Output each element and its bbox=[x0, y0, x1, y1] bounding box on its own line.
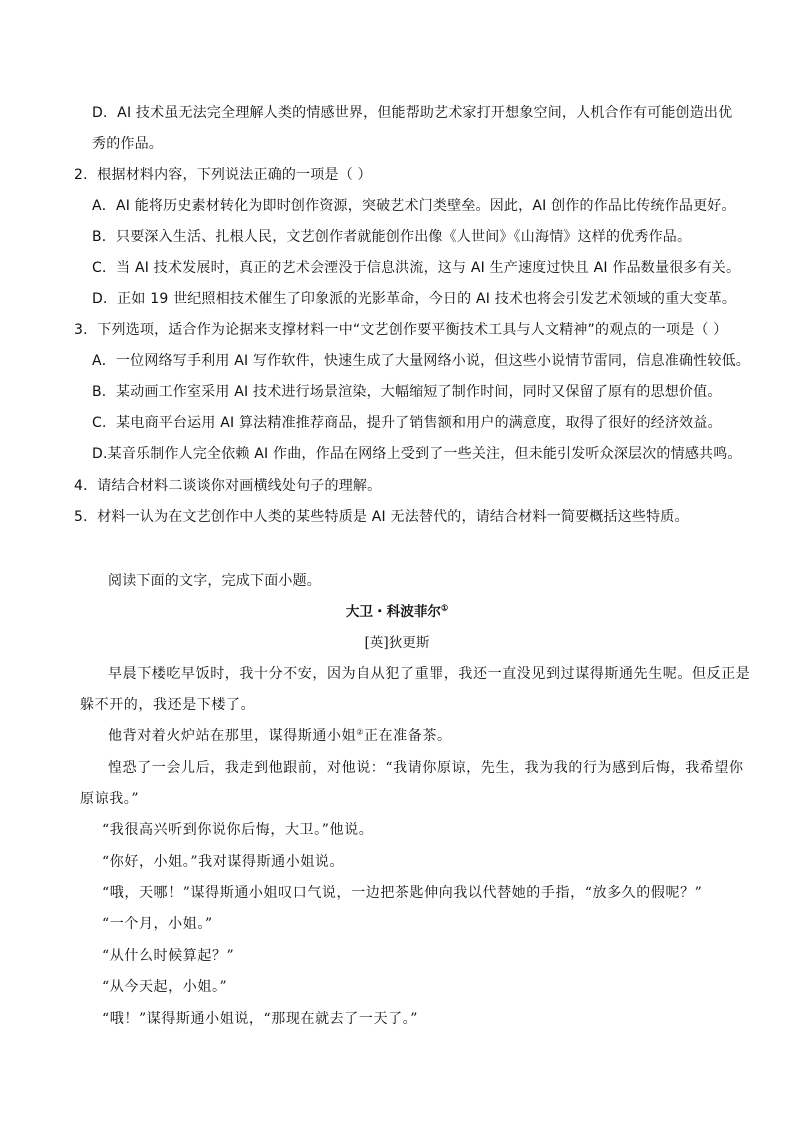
story-paragraph-1-line1: 早晨下楼吃早饭时，我十分不安，因为自从犯了重罪，我还一直没见到过谋得斯通先生呢。但反正是 bbox=[108, 666, 751, 682]
q2-stem: 2．根据材料内容，下列说法正确的一项是（ ） bbox=[74, 167, 372, 183]
q1-option-d-line2: 秀的作品。 bbox=[92, 136, 163, 152]
story-paragraph-4: “我很高兴听到你说你后悔，大卫。”他说。 bbox=[102, 822, 374, 838]
story-paragraph-2-text-b: 正在准备茶。 bbox=[363, 728, 452, 744]
story-paragraph-2 bbox=[108, 726, 452, 746]
story-paragraph-3-line2: 原谅我。” bbox=[80, 791, 140, 807]
q3-option-a: A．一位网络写手利用 AI 写作软件，快速生成了大量网络小说，但这些小说情节雷同，信息准确性较低。 bbox=[92, 353, 750, 369]
story-paragraph-1-line2: 躲不开的，我还是下楼了。 bbox=[80, 697, 256, 713]
story-paragraph-9: “从今天起，小姐。” bbox=[102, 979, 228, 995]
story-author: [英]狄更斯 bbox=[364, 635, 430, 651]
reading-instruction: 阅读下面的文字，完成下面小题。 bbox=[108, 573, 321, 589]
q4-stem: 4．请结合材料二谈谈你对画横线处句子的理解。 bbox=[74, 478, 382, 494]
q3-option-c: C．某电商平台运用 AI 算法精准推荐商品，提升了销售额和用户的满意度，取得了很好的经济效益。 bbox=[92, 415, 722, 431]
story-title-text: 大卫・科波菲尔 bbox=[345, 604, 442, 620]
q5-stem: 5．材料一认为在文艺创作中人类的某些特质是 AI 无法替代的，请结合材料一简要概括这些特质。 bbox=[74, 509, 689, 525]
q3-option-b: B．某动画工作室采用 AI 技术进行场景渲染，大幅缩短了制作时间，同时又保留了原有的思想价值。 bbox=[92, 384, 722, 400]
q3-option-d: D.某音乐制作人完全依赖 AI 作曲，作品在网络上受到了一些关注，但未能引发听众深层次的情感共鸣。 bbox=[92, 446, 742, 462]
q2-option-b: B．只要深入生活、扎根人民，文艺创作者就能创作出像《人世间》《山海情》这样的优秀作品。 bbox=[92, 229, 692, 245]
story-paragraph-10: “哦！”谋得斯通小姐说，“那现在就去了一天了。” bbox=[102, 1011, 419, 1027]
q3-stem: 3．下列选项，适合作为论据来支撑材料一中“文艺创作要平衡技术工具与人文精神”的观点的一项是（ ） bbox=[74, 322, 728, 338]
story-paragraph-6: “哦，天哪！”谋得斯通小姐叹口气说，一边把茶匙伸向我以代替她的手指，“放多久的假呢？” bbox=[102, 885, 703, 901]
story-title bbox=[0, 602, 794, 622]
q1-option-d-line1: D．AI 技术虽无法完全理解人类的情感世界，但能帮助艺术家打开想象空间，人机合作有可能创造出优 bbox=[92, 105, 733, 121]
story-paragraph-3-line1: 惶恐了一会儿后，我走到他跟前，对他说：“我请你原谅，先生，我为我的行为感到后悔，我希望你 bbox=[108, 760, 744, 776]
story-title-footnote-mark: ① bbox=[441, 602, 449, 613]
story-paragraph-7: “一个月，小姐。” bbox=[102, 916, 213, 932]
q2-option-d: D．正如 19 世纪照相技术催生了印象派的光影革命，今日的 AI 技术也将会引发艺术领域的重大变革。 bbox=[92, 291, 737, 307]
story-paragraph-8: “从什么时候算起？” bbox=[102, 948, 235, 964]
story-paragraph-2-text-a: 他背对着火炉站在那里，谋得斯通小姐 bbox=[108, 728, 357, 744]
story-paragraph-5: “你好，小姐。”我对谋得斯通小姐说。 bbox=[102, 854, 345, 870]
q2-option-a: A．AI 能将历史素材转化为即时创作资源，突破艺术门类壁垒。因此，AI 创作的作品比传统作品更好。 bbox=[92, 198, 736, 214]
story-footnote-mark-2: ② bbox=[356, 727, 364, 737]
q2-option-c: C．当 AI 技术发展时，真正的艺术会湮没于信息洪流，这与 AI 生产速度过快且 AI 作品数量很多有关。 bbox=[92, 260, 741, 276]
